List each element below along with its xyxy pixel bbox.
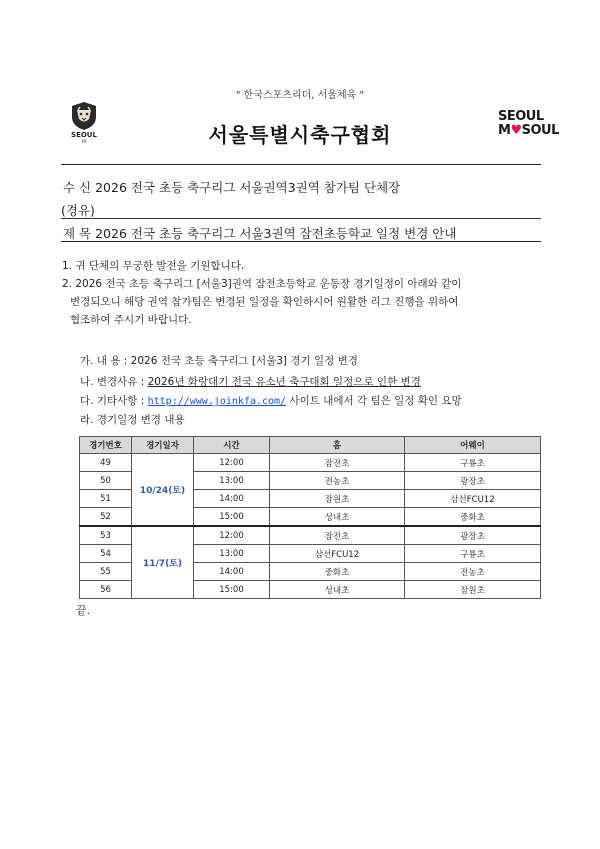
game-time: 12:00 [194, 526, 270, 545]
home-team: 잠전초 [270, 526, 405, 545]
subject-line: 제 목 2026 전국 초등 축구리그 서울3권역 잠전초등학교 일정 변경 안내 [63, 226, 457, 241]
game-time: 14:00 [194, 490, 270, 508]
header-away: 어웨이 [405, 437, 541, 454]
home-team: 삼선FCU12 [270, 545, 405, 563]
table-header-row [80, 437, 541, 454]
game-no: 55 [80, 563, 132, 581]
change-reason: 2026년 화랑대기 전국 유소년 축구대회 일정으로 인한 변경 [147, 376, 421, 388]
heart-icon: ♥ [510, 123, 522, 138]
recipient-line: 수 신 2026 전국 초등 축구리그 서울권역3권역 참가팀 단체장 [63, 180, 401, 195]
home-team: 전농초 [270, 472, 405, 490]
home-team: 성내초 [270, 508, 405, 527]
game-no: 54 [80, 545, 132, 563]
paragraph-1: 1. 귀 단체의 무궁한 발전을 기원합니다. [62, 260, 245, 272]
logo-line-1: SEOUL [498, 109, 544, 124]
away-team: 광장초 [405, 526, 541, 545]
table-row [80, 526, 541, 545]
table-row [80, 454, 541, 472]
home-team: 중화초 [270, 563, 405, 581]
game-no: 53 [80, 526, 132, 545]
item-ra: 라. 경기일정 변경 내용 [80, 414, 185, 426]
logo-line-2: M♥SOUL [498, 123, 559, 138]
header-game-no: 경기번호 [80, 437, 132, 454]
schedule-table [79, 436, 541, 599]
item-da: 다. 기타사항 : http://www.joinkfa.com/ 사이트 내에서 각 팀은 일정 확인 요망 [80, 395, 462, 407]
seoul-my-soul-logo [498, 109, 559, 138]
game-no: 49 [80, 454, 132, 472]
header-time: 시간 [194, 437, 270, 454]
home-team: 잠전초 [270, 454, 405, 472]
away-team: 중화초 [405, 508, 541, 527]
header-home: 홈 [270, 437, 405, 454]
game-time: 15:00 [194, 581, 270, 599]
header-date: 경기일자 [132, 437, 194, 454]
away-team: 구룡초 [405, 454, 541, 472]
logo-subtext: FA [81, 139, 87, 144]
game-date: 10/24(토) [132, 454, 194, 527]
game-no: 51 [80, 490, 132, 508]
logo-text: SEOUL [71, 131, 97, 139]
slogan: " 한국스포츠리더, 서울체육 " [235, 90, 365, 101]
game-time: 14:00 [194, 563, 270, 581]
away-team: 구룡초 [405, 545, 541, 563]
home-team: 잠원초 [270, 490, 405, 508]
organization-title: 서울특별시축구협회 [208, 123, 392, 147]
end-mark: 끝. [76, 604, 91, 617]
game-no: 50 [80, 472, 132, 490]
item-ga: 가. 내 용 : 2026 전국 초등 축구리그 [서울3] 경기 일정 변경 [80, 355, 358, 367]
away-team: 광장초 [405, 472, 541, 490]
subject-divider [61, 241, 541, 242]
away-team: 전농초 [405, 563, 541, 581]
away-team: 잠원초 [405, 581, 541, 599]
paragraph-2-line-2: 변경되오니 해당 권역 참가팀은 변경된 일정을 확인하시어 원활한 리그 진행을 위하여 [70, 296, 459, 308]
via-line: (경유) [61, 203, 95, 218]
header-divider [61, 164, 541, 165]
game-no: 56 [80, 581, 132, 599]
game-date: 11/7(토) [132, 526, 194, 599]
game-no: 52 [80, 508, 132, 527]
meta-divider [61, 218, 541, 219]
item-na: 나. 변경사유 : 2026년 화랑대기 전국 유소년 축구대회 일정으로 인한 변경 [80, 376, 421, 388]
paragraph-2-line-3: 협조하여 주시기 바랍니다. [70, 314, 192, 326]
game-time: 13:00 [194, 472, 270, 490]
away-team: 삼선FCU12 [405, 490, 541, 508]
game-time: 13:00 [194, 545, 270, 563]
game-time: 15:00 [194, 508, 270, 527]
game-time: 12:00 [194, 454, 270, 472]
home-team: 성내초 [270, 581, 405, 599]
joinkfa-link[interactable]: http://www.joinkfa.com/ [147, 396, 287, 407]
paragraph-2-line-1: 2. 2026 전국 초등 축구리그 [서울3]권역 잠전초등학교 운동장 경기일정이 아래와 같이 [62, 278, 462, 290]
